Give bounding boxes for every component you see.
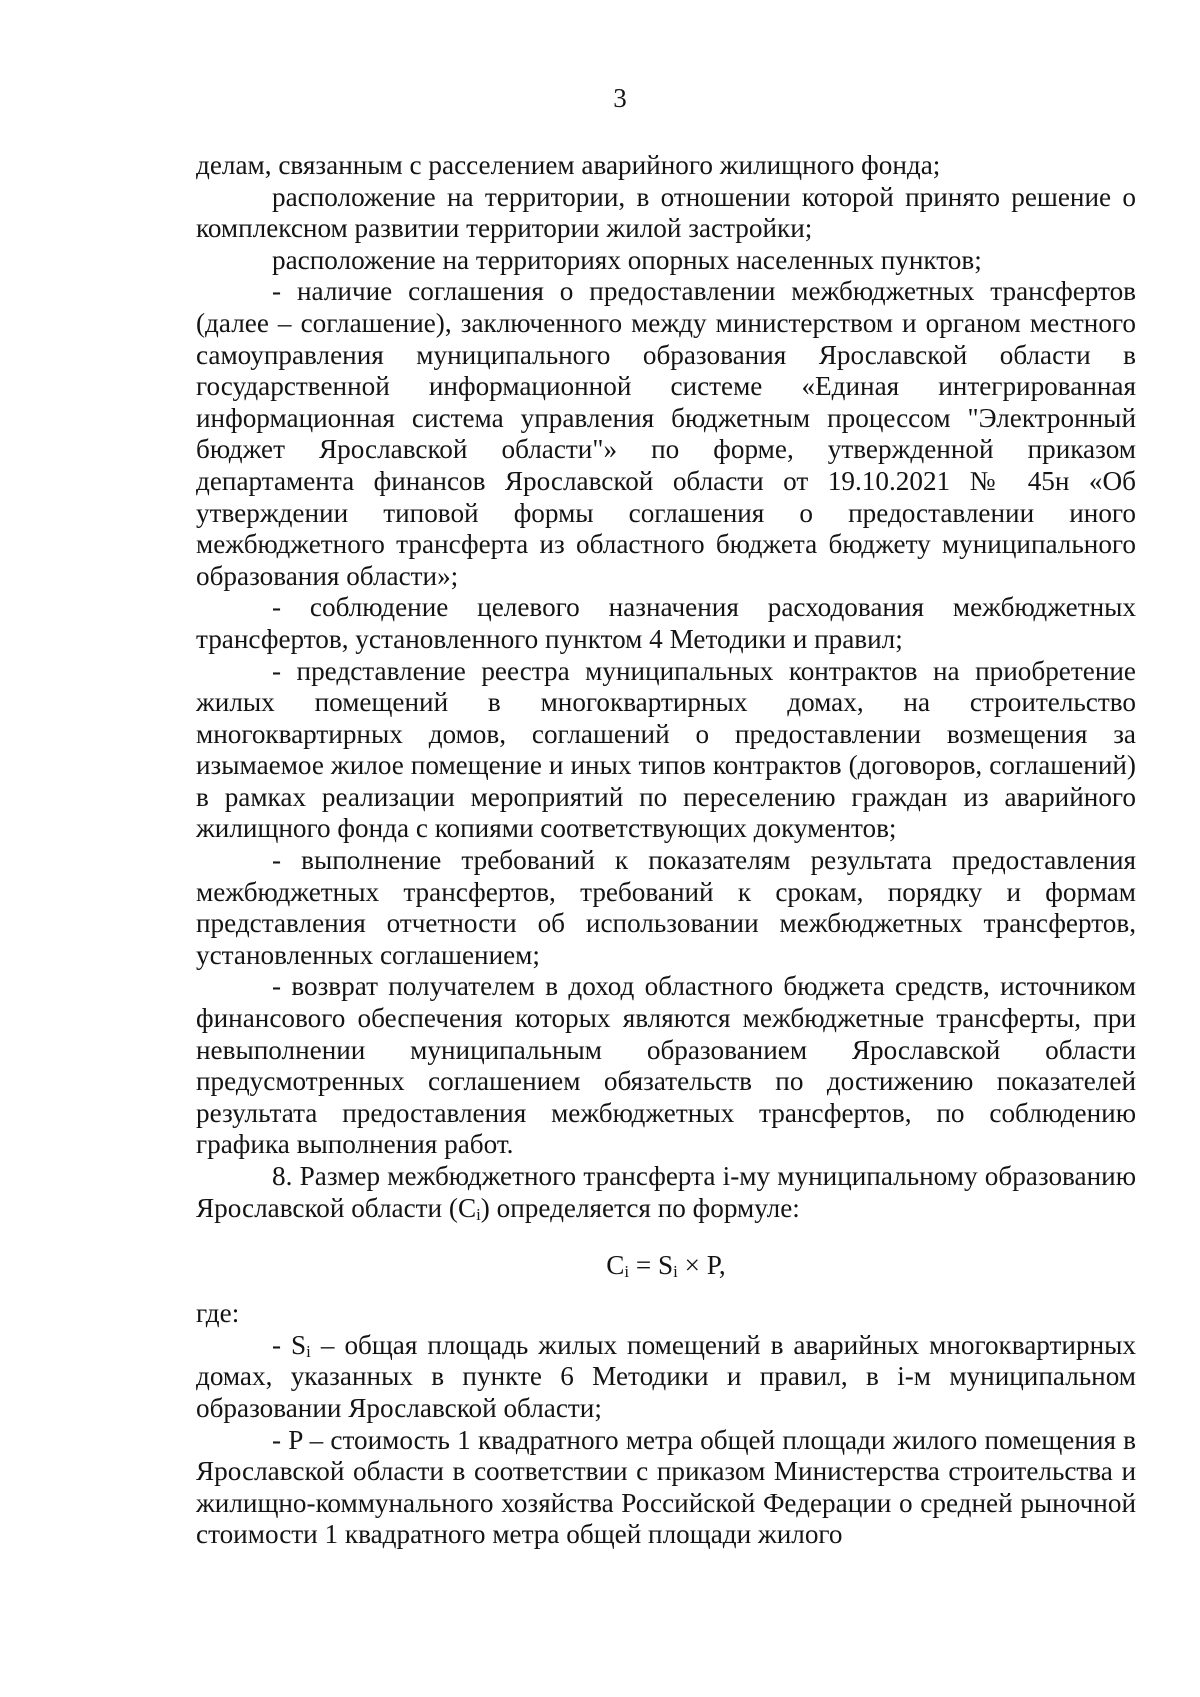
paragraph-integrated-development: расположение на территории, в отношении которой принято решение о комплексном развитии территории жилой застройки; xyxy=(196,181,1136,244)
definition-s-prefix: - S xyxy=(272,1329,307,1360)
definition-s xyxy=(196,1330,1136,1425)
clause-8-subscript: i xyxy=(476,1204,481,1224)
formula-times-p: × P, xyxy=(677,1250,726,1281)
formula xyxy=(196,1224,1136,1298)
paragraph-target-use: - соблюдение целевого назначения расходования межбюджетных трансфертов, установленного пунктом 4 Методики и правил; xyxy=(196,592,1136,654)
definition-s-text: – общая площадь жилых помещений в аварийных многоквартирных домах, указанных в пункте 6 Методики и правил, в i-м муниципальном образовании Ярославской области; xyxy=(196,1329,1136,1423)
paragraph-contracts-register: - представление реестра муниципальных контрактов на приобретение жилых помещений в многоквартирных домах, на строительство многоквартирных домов, соглашений о предоставлении возмещения за изымаемое жилое помещение и иных типов контрактов (договоров, соглашений) в рамках реализации мероприятий по переселению граждан из аварийного жилищного фонда с копиями соответствующих документов; xyxy=(196,655,1136,844)
paragraph-support-settlements: расположение на территориях опорных населенных пунктов; xyxy=(272,244,982,275)
formula-c-subscript: i xyxy=(624,1262,630,1282)
paragraph-agreement: - наличие соглашения о предоставлении межбюджетных трансфертов (далее – соглашение), заключенного между министерством и органом местного самоуправления муниципального образования Ярославской области в государственной информационной системе «Единая интегрированная информационная система управления бюджетным процессом "Электронный бюджет Ярославской области"» по форме, утвержденной приказом департамента финансов Ярославской области от 19.10.2021 № 45н «Об утверждении типовой формы соглашения о предоставлении иного межбюджетного трансферта из областного бюджета бюджету муниципального образования области»; xyxy=(196,276,1136,591)
formula-c: C xyxy=(606,1250,625,1281)
clause-8-text-end: ) определяется по формуле: xyxy=(480,1192,800,1223)
paragraph-continuation: делам, связанным с расселением аварийного жилищного фонда; xyxy=(196,150,941,180)
clause-8-text: 8. Размер межбюджетного трансферта i-му муниципальному образованию Ярославской области (C xyxy=(196,1161,1136,1223)
document-body xyxy=(196,150,1136,1551)
page-number: 3 xyxy=(613,83,627,113)
paragraph-funds-return: - возврат получателем в доход областного бюджета средств, источником финансового обеспечения которых являются межбюджетные трансферты, при невыполнении муниципальным образованием Ярославской области предусмотренных соглашением обязательств по достижению показателей результата предоставления межбюджетных трансфертов, по соблюдению графика выполнения работ. xyxy=(196,971,1136,1160)
where-label: где: xyxy=(196,1298,240,1329)
formula-s-subscript: i xyxy=(673,1262,678,1282)
paragraph-result-requirements: - выполнение требований к показателям результата предоставления межбюджетных трансфертов, требований к срокам, порядку и формам представления отчетности об использовании межбюджетных трансфертов, установленных соглашением; xyxy=(196,845,1136,970)
formula-equals-s: = S xyxy=(629,1250,674,1281)
clause-8 xyxy=(196,1161,1136,1224)
definition-p: - P – стоимость 1 квадратного метра общей площади жилого помещения в Ярославской области в соответствии с приказом Министерства строительства и жилищно-коммунального хозяйства Российской Федерации о средней рыночной стоимости 1 квадратного метра общей площади жилого xyxy=(196,1424,1136,1550)
definition-s-subscript: i xyxy=(306,1341,311,1361)
